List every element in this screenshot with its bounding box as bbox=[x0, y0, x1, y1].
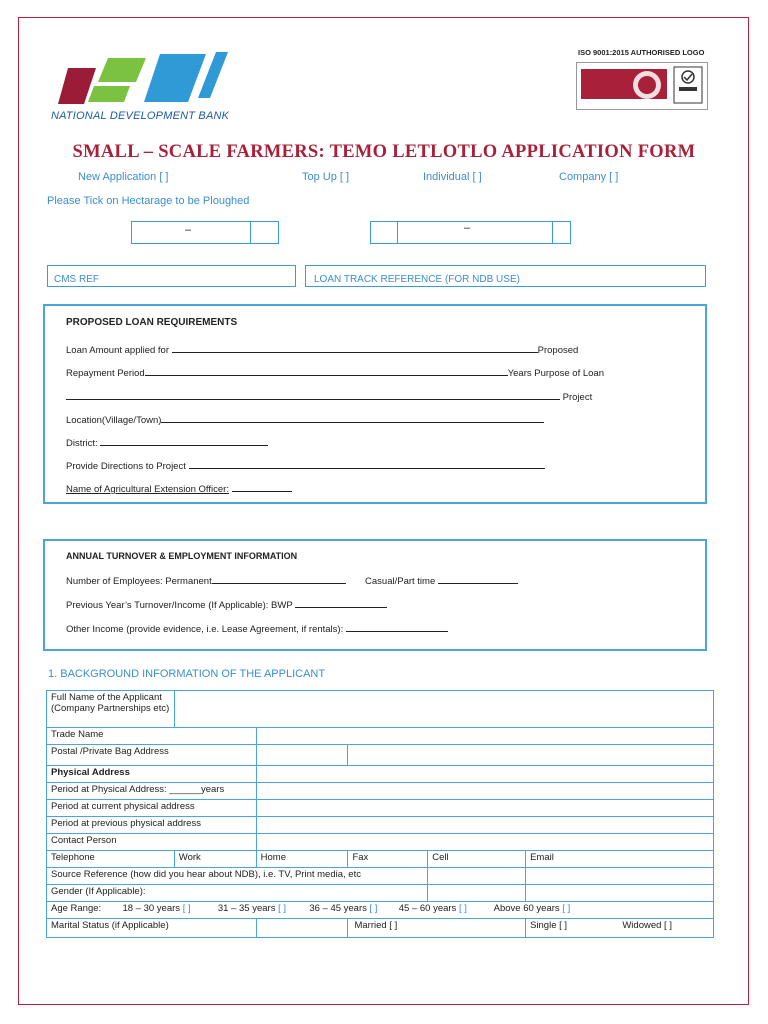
cms-ref-label: CMS REF bbox=[54, 274, 99, 285]
source-reference-input[interactable] bbox=[428, 868, 526, 885]
table-row bbox=[47, 745, 714, 766]
hectarage-dash: – bbox=[185, 224, 192, 236]
contact-person-label: Contact Person bbox=[47, 834, 257, 851]
age-bracket-5[interactable]: [ ] bbox=[562, 903, 571, 914]
table-row bbox=[47, 834, 714, 851]
postal-input-2[interactable] bbox=[348, 745, 714, 766]
table-row bbox=[47, 783, 714, 800]
source-reference-label: Source Reference (how did you hear about NDB), i.e. TV, Print media, etc bbox=[47, 868, 428, 885]
hectarage-dash: – bbox=[464, 222, 471, 234]
proposed-label: Proposed bbox=[537, 345, 579, 356]
extension-label: Name of Agricultural Extension Officer: bbox=[66, 484, 229, 495]
period-current-label: Period at current physical address bbox=[47, 800, 257, 817]
age-option-3[interactable]: 36 – 45 years bbox=[309, 903, 367, 914]
purpose-row bbox=[66, 390, 592, 403]
employees-row bbox=[66, 574, 518, 587]
table-row bbox=[47, 919, 714, 938]
age-option-5[interactable]: Above 60 years bbox=[493, 903, 560, 914]
ndb-logo-icon bbox=[56, 50, 230, 106]
previous-turnover-input[interactable] bbox=[295, 598, 387, 608]
repayment-label: Repayment Period bbox=[66, 368, 145, 379]
gender-input-2[interactable] bbox=[526, 885, 714, 902]
table-row bbox=[47, 817, 714, 834]
period-current-input[interactable] bbox=[256, 800, 713, 817]
single-widowed-cell bbox=[526, 919, 714, 938]
years-purpose-label: Years Purpose of Loan bbox=[507, 368, 604, 379]
option-top-up[interactable]: Top Up [ ] bbox=[302, 171, 350, 183]
other-income-row bbox=[66, 622, 448, 635]
extension-input[interactable] bbox=[232, 482, 292, 492]
hectarage-box-4[interactable] bbox=[397, 221, 553, 244]
age-bracket-1[interactable]: [ ] bbox=[182, 903, 191, 914]
casual-label: Casual/Part time bbox=[365, 576, 436, 587]
district-label: District: bbox=[66, 438, 98, 449]
married-option[interactable]: Married [ ] bbox=[348, 919, 526, 938]
gender-label: Gender (If Applicable): bbox=[47, 885, 428, 902]
period-previous-input[interactable] bbox=[256, 817, 713, 834]
table-row bbox=[47, 902, 714, 919]
directions-input[interactable] bbox=[189, 459, 545, 469]
repayment-row bbox=[66, 366, 604, 379]
table-row bbox=[47, 766, 714, 783]
loan-track-label: LOAN TRACK REFERENCE (FOR NDB USE) bbox=[314, 274, 520, 285]
table-row bbox=[47, 885, 714, 902]
iso-label: ISO 9001:2015 AUTHORISED LOGO bbox=[578, 48, 705, 57]
table-row bbox=[47, 800, 714, 817]
table-row bbox=[47, 868, 714, 885]
directions-label: Provide Directions to Project bbox=[66, 461, 186, 472]
age-range-row bbox=[47, 902, 714, 919]
directions-row bbox=[66, 459, 545, 472]
district-input[interactable] bbox=[100, 436, 268, 446]
age-bracket-4[interactable]: [ ] bbox=[458, 903, 467, 914]
period-previous-label: Period at previous physical address bbox=[47, 817, 257, 834]
age-range-label: Age Range: bbox=[51, 903, 102, 914]
hectarage-label: Please Tick on Hectarage to be Ploughed bbox=[47, 195, 250, 207]
age-option-4[interactable]: 45 – 60 years bbox=[398, 903, 457, 914]
age-option-1[interactable]: 18 – 30 years bbox=[122, 903, 181, 914]
source-reference-input-2[interactable] bbox=[526, 868, 714, 885]
other-income-label: Other Income (provide evidence, i.e. Lease Agreement, if rentals): bbox=[66, 624, 344, 635]
extension-row bbox=[66, 482, 292, 495]
casual-input[interactable] bbox=[438, 574, 518, 584]
project-label: Project bbox=[562, 392, 593, 403]
age-bracket-3[interactable]: [ ] bbox=[369, 903, 378, 914]
table-row bbox=[47, 691, 714, 728]
cms-ref-field[interactable] bbox=[47, 265, 296, 287]
age-bracket-2[interactable]: [ ] bbox=[278, 903, 287, 914]
physical-address-label: Physical Address bbox=[47, 766, 257, 783]
option-new-application[interactable]: New Application [ ] bbox=[78, 171, 169, 183]
fax-field[interactable]: Fax bbox=[348, 851, 428, 868]
widowed-option[interactable]: Widowed [ ] bbox=[622, 920, 672, 931]
turnover-heading: ANNUAL TURNOVER & EMPLOYMENT INFORMATION bbox=[66, 551, 298, 561]
gender-input[interactable] bbox=[428, 885, 526, 902]
option-company[interactable]: Company [ ] bbox=[559, 171, 619, 183]
other-income-input[interactable] bbox=[346, 622, 448, 632]
home-phone-field[interactable]: Home bbox=[256, 851, 348, 868]
previous-turnover-row bbox=[66, 598, 387, 611]
district-row bbox=[66, 436, 268, 449]
hectarage-box-3[interactable] bbox=[370, 221, 398, 244]
employees-input[interactable] bbox=[212, 574, 346, 584]
hectarage-box-5[interactable] bbox=[552, 221, 571, 244]
email-field[interactable]: Email bbox=[526, 851, 714, 868]
period-physical-input[interactable] bbox=[256, 783, 713, 800]
table-row bbox=[47, 851, 714, 868]
trade-name-label: Trade Name bbox=[47, 728, 257, 745]
bureau-veritas-ukas-icon bbox=[577, 63, 707, 109]
period-physical-label: Period at Physical Address: ______years bbox=[47, 783, 257, 800]
telephone-label: Telephone bbox=[47, 851, 175, 868]
repayment-input[interactable] bbox=[145, 366, 508, 376]
table-row bbox=[47, 728, 714, 745]
employees-label: Number of Employees: Permanent bbox=[66, 576, 212, 587]
loan-amount-row bbox=[66, 343, 578, 356]
cell-field[interactable]: Cell bbox=[428, 851, 526, 868]
previous-turnover-label: Previous Year’s Turnover/Income (If Applicable): BWP bbox=[66, 600, 293, 611]
full-name-input[interactable] bbox=[174, 691, 713, 728]
work-phone-field[interactable]: Work bbox=[174, 851, 256, 868]
location-input[interactable] bbox=[161, 413, 544, 423]
bank-name: NATIONAL DEVELOPMENT BANK bbox=[51, 110, 230, 122]
contact-person-input[interactable] bbox=[256, 834, 713, 851]
location-label: Location(Village/Town) bbox=[66, 415, 162, 426]
marital-status-label: Marital Status (if Applicable) bbox=[47, 919, 257, 938]
certification-logos bbox=[576, 62, 708, 110]
postal-label: Postal /Private Bag Address bbox=[47, 745, 257, 766]
trade-name-input[interactable] bbox=[256, 728, 713, 745]
form-title: SMALL – SCALE FARMERS: TEMO LETLOTLO APPLICATION FORM bbox=[72, 142, 696, 162]
loan-amount-label: Loan Amount applied for bbox=[66, 345, 169, 356]
postal-input-1[interactable] bbox=[256, 745, 348, 766]
loan-amount-input[interactable] bbox=[172, 343, 538, 353]
option-individual[interactable]: Individual [ ] bbox=[423, 171, 482, 183]
physical-address-input[interactable] bbox=[256, 766, 713, 783]
proposed-loan-panel bbox=[43, 304, 707, 504]
purpose-input[interactable] bbox=[66, 390, 560, 400]
loan-track-field[interactable] bbox=[305, 265, 706, 287]
proposed-heading: PROPOSED LOAN REQUIREMENTS bbox=[66, 317, 238, 328]
single-option[interactable]: Single [ ] bbox=[530, 920, 568, 931]
full-name-label: Full Name of the Applicant (Company Partnerships etc) bbox=[47, 691, 175, 728]
location-row bbox=[66, 413, 544, 426]
marital-status-input[interactable] bbox=[256, 919, 348, 938]
background-table bbox=[46, 690, 714, 938]
age-option-2[interactable]: 31 – 35 years bbox=[217, 903, 276, 914]
background-heading: 1. BACKGROUND INFORMATION OF THE APPLICANT bbox=[48, 668, 326, 680]
hectarage-box-2[interactable] bbox=[250, 221, 279, 244]
